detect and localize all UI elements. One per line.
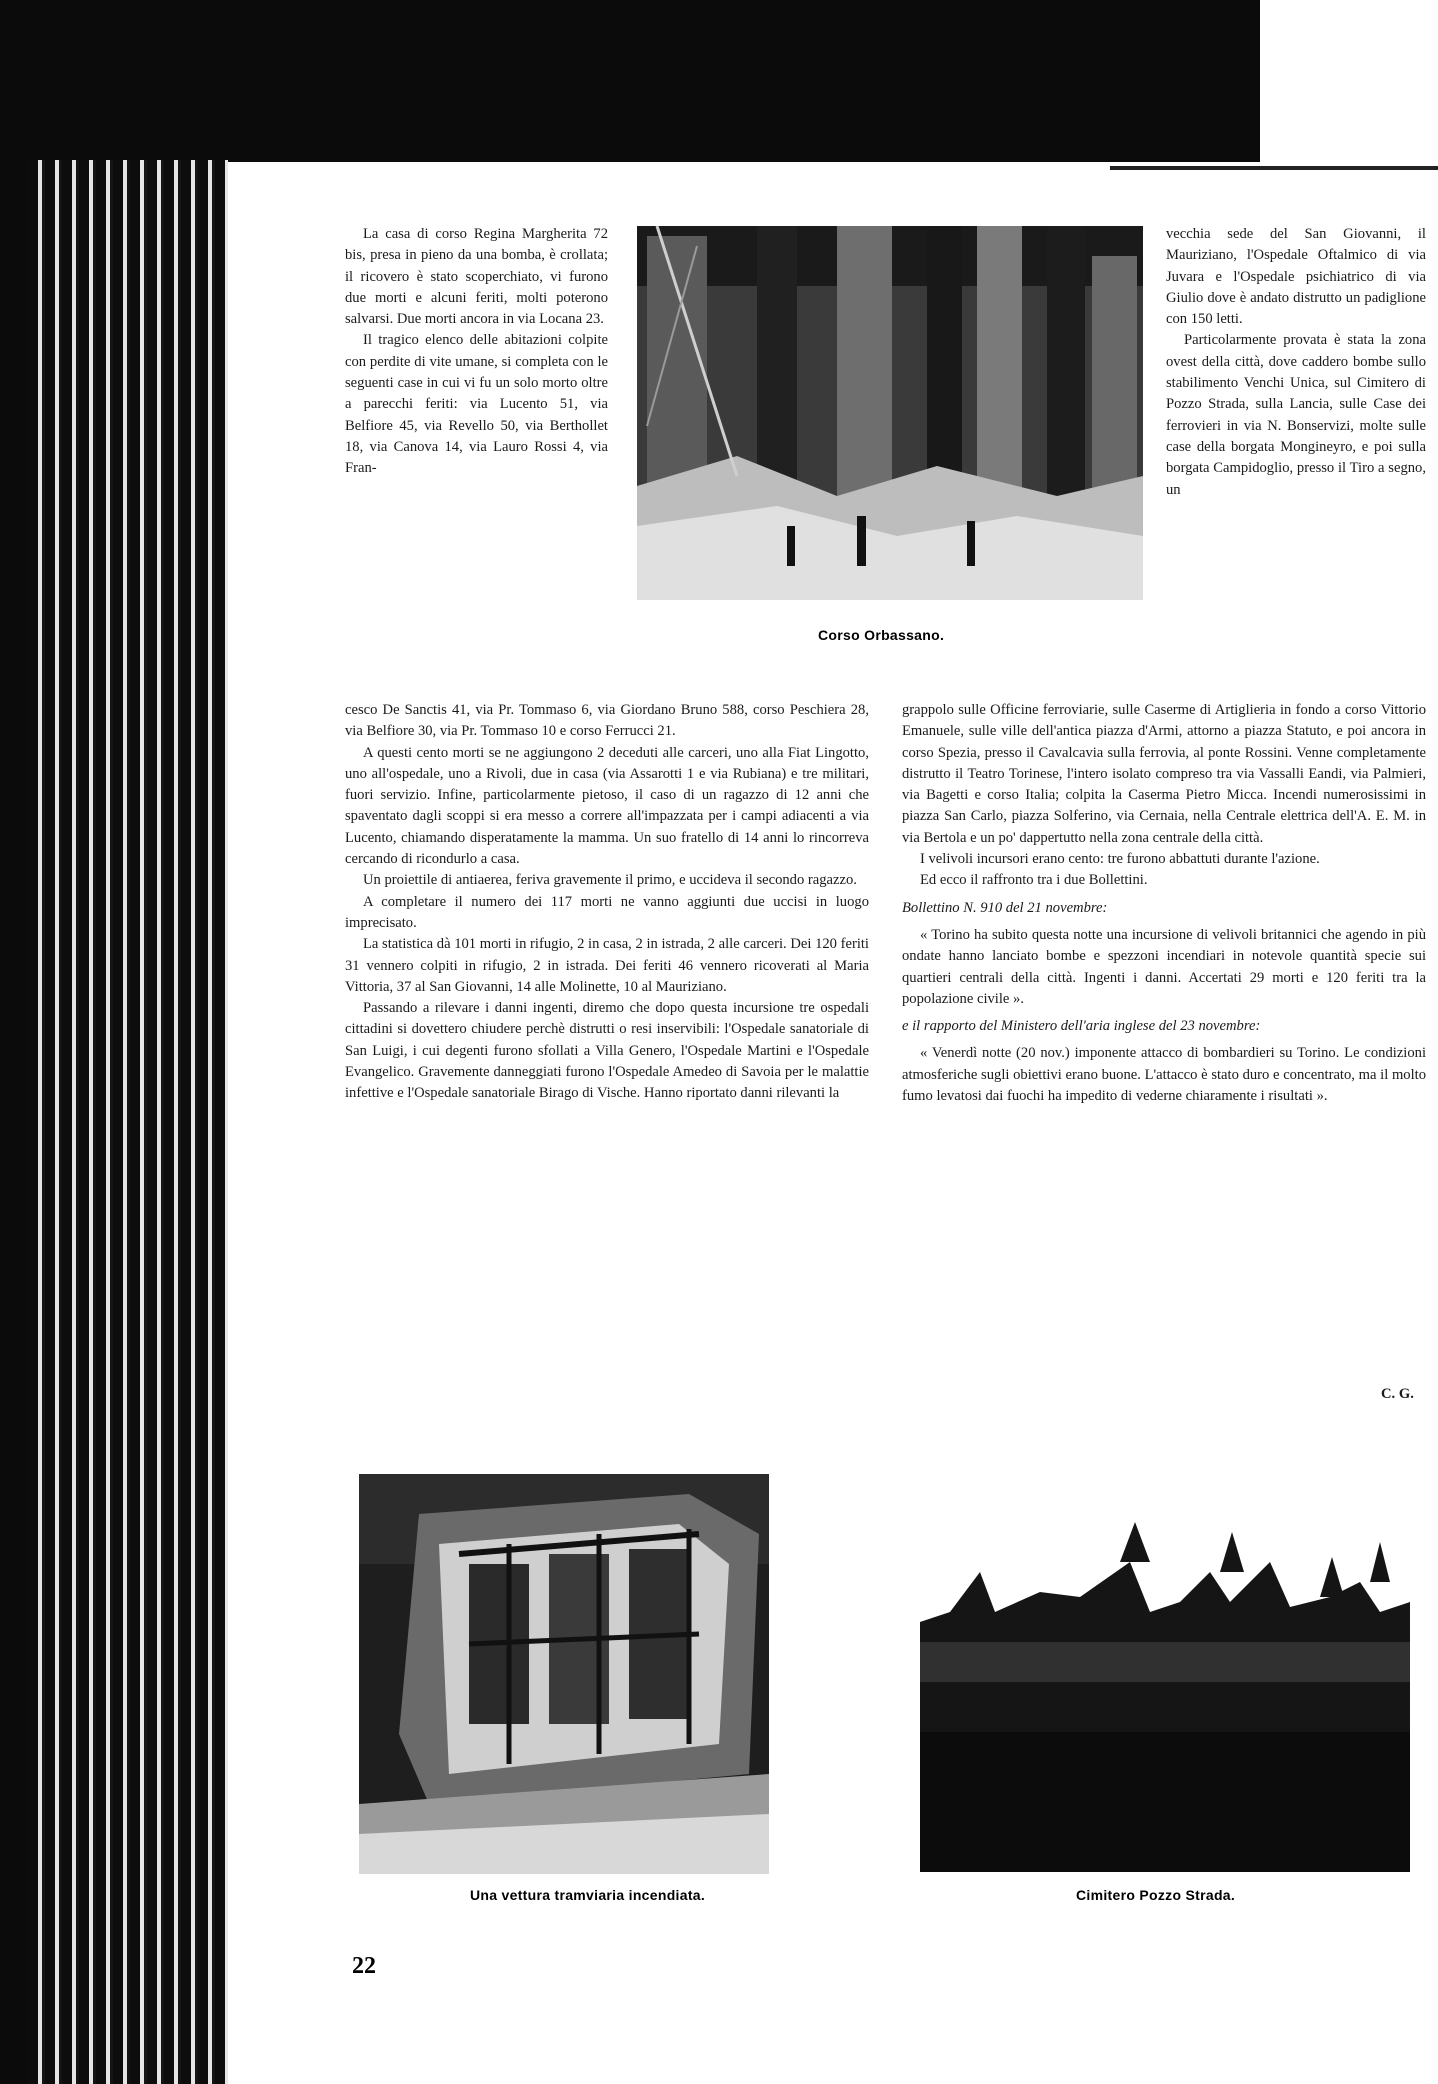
photo-caption-tram: Una vettura tramviaria incendiata. [470,1887,706,1903]
page-top-rule [1110,166,1438,170]
bulletin-heading: Bollettino N. 910 del 21 novembre: [902,899,1108,916]
burnt-tram-photo [359,1474,769,1874]
text-column-right-top [1166,224,1426,501]
text-column-middle [345,700,869,1105]
paragraph: Particolarmente provata è stata la zona ovest della città, dove caddero bombe sullo stabilimento Venchi Unica, sul Cimitero di Pozzo Strada, sulla Lancia, sulle Case dei ferrovieri in via N. Bonservizi, molte sulle case della borgata Mongineyro, e poi sulla borgata Campidoglio, presso il Tiro a segno, un [1166,332,1426,498]
report-quote: « Venerdì notte (20 nov.) imponente attacco di bombardieri su Torino. Le condizioni atmosferiche sugli obiettivi erano buone. L'attacco è stato duro e concentrato, ma il molto fumo levatosi dai fuochi ha impedito di vederne chiaramente i risultati ». [902,1045,1426,1105]
report-heading: e il rapporto del Ministero dell'aria inglese del 23 novembre: [902,1018,1261,1035]
page-stack-edges [28,160,228,2084]
photo-caption-cemetery: Cimitero Pozzo Strada. [1076,1887,1236,1903]
paragraph: La casa di corso Regina Margherita 72 bis, presa in pieno da una bomba, è crollata; il ricovero è stato scoperchiato, vi furono due morti e alcuni feriti, molti poterono salvarsi. Due morti ancora in via Locana 23. [345,226,608,328]
ruined-building-photo [637,226,1143,600]
paragraph: La statistica dà 101 morti in rifugio, 2 in casa, 2 in istrada, 2 alle carceri. Dei 120 feriti 31 vennero colpiti in rifugio, 2 in istrada. Dei feriti 46 vennero ricoverati al Maria Vittoria, 37 al San Giovanni, 14 alle Molinette, 10 al Mauriziano. [345,936,869,995]
page-number: 22 [352,1953,376,1979]
text-column-right [902,700,1426,1107]
paragraph: A questi cento morti se ne aggiungono 2 deceduti alle carceri, uno alla Fiat Lingotto, uno all'ospedale, uno a Rivoli, due in casa (via Assarotti 1 e via Rubiana) e tre militari, fuori servizio. Infine, particolarmente pietoso, il caso di un ragazzo di 12 anni che spaventato dagli scoppi si era messo a correre all'impazzata per i campi adiacenti a via Lucento, chiamando disperatamente la mamma. Un suo fratello di 14 anni lo rincorreva cercando di ricondurlo a casa. [345,744,869,868]
paragraph: Ed ecco il raffronto tra i due Bollettini. [920,872,1148,889]
paragraph: grappolo sulle Officine ferroviarie, sulle Caserme di Artiglieria in fondo a corso Vittorio Emanuele, sulle ville dell'antica piazza d'Armi, attorno a piazza Statuto, e poi ancora in corso Spezia, presso il Cavalcavia sulla ferrovia, al ponte Rossini. Venne completamente distrutto il Teatro Torinese, l'intero isolato compreso tra via Vassalli Eandi, via Palmieri, via Bagetti e corso Italia; colpita la Caserma Pietro Micca. Incendi numerosissimi in piazza San Carlo, piazza Solferino, via Cernaia, nella Centrale elettrica dell'A. E. M. in via Bertola e un po' dappertutto nella zona centrale della città. [902,702,1426,846]
paragraph: vecchia sede del San Giovanni, il Mauriziano, l'Ospedale Oftalmico di via Juvara e l'Ospedale psichiatrico di via Giulio dove è andato distrutto un padiglione con 150 letti. [1166,226,1426,328]
paragraph: Un proiettile di antiaerea, feriva gravemente il primo, e uccideva il secondo ragazzo. [363,872,857,889]
paragraph: cesco De Sanctis 41, via Pr. Tommaso 6, via Giordano Bruno 588, corso Peschiera 28, via Belfiore 30, via Pr. Tommaso 10 e corso Ferrucci 21. [345,702,869,740]
photo-caption-corso-orbassano: Corso Orbassano. [818,627,945,643]
scan-dark-edge [0,0,30,2084]
text-column-left [345,224,608,480]
paragraph: Passando a rilevare i danni ingenti, diremo che dopo questa incursione tre ospedali cittadini si dovettero chiudere perchè distrutti o resi inservibili: l'Ospedale sanatoriale di San Luigi, i cui degenti furono sfollati a Villa Genero, l'Ospedale Martini e l'Ospedale Evangelico. Gravemente danneggiati furono l'Ospedale Amedeo di Savoia per le malattie infettive e l'Ospedale sanatoriale Birago di Vische. Hanno riportato danni rilevanti la [345,1000,869,1102]
cemetery-photo [920,1502,1410,1872]
paragraph: A completare il numero dei 117 morti ne vanno aggiunti due uccisi in luogo imprecisato. [345,893,869,931]
paragraph: Il tragico elenco delle abitazioni colpite con perdite di vite umane, si completa con le seguenti case in cui vi fu un solo morto oltre a parecchi feriti: via Lucento 51, via Belfiore 45, via Revello 50, via Berthollet 18, via Canova 14, via Lauro Rossi 4, via Fran- [345,332,608,477]
author-signature: C. G. [1381,1386,1414,1402]
bulletin-quote: « Torino ha subito questa notte una incursione di velivoli britannici che agendo in più ondate hanno lanciato bombe e spezzoni incendiari in notevole quantità specie sui quartieri centrali della città. Ingenti i danni. Accertati 29 morti e 120 feriti tra la popolazione civile ». [902,926,1426,1007]
paragraph: I velivoli incursori erano cento: tre furono abbattuti durante l'azione. [920,851,1320,868]
